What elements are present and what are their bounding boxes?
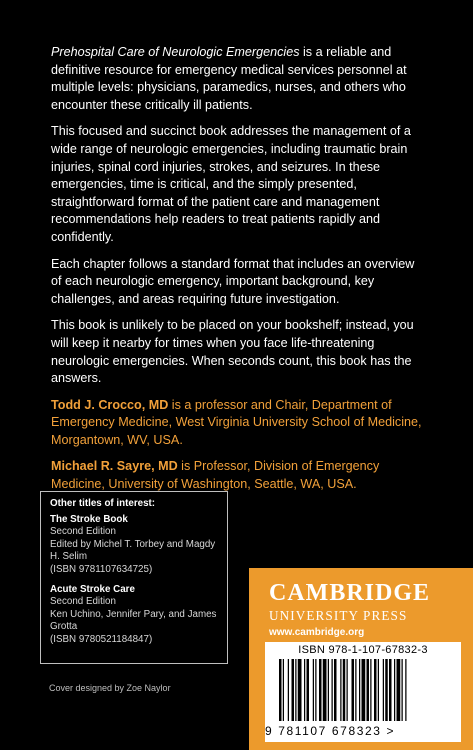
barcode-bar bbox=[307, 659, 310, 721]
blurb-text: is a reliable and definitive resource for emergency medical services personnel at multiple levels: physicians, paramedics, nurses, and others who encounter these critically ill patients. bbox=[51, 45, 407, 112]
barcode-bar bbox=[378, 659, 379, 721]
barcode-bar bbox=[334, 659, 337, 721]
barcode-bar bbox=[279, 659, 282, 721]
barcode-bar bbox=[332, 659, 333, 721]
barcode-bar bbox=[313, 659, 314, 721]
publisher-panel bbox=[249, 568, 473, 750]
book-title: Prehospital Care of Neurologic Emergencies bbox=[51, 45, 300, 59]
author-bio-1 bbox=[51, 397, 423, 450]
blurb-paragraph-2: This focused and succinct book addresses the management of a wide range of neurologic emergencies, including traumatic brain injuries, spinal cord injuries, strokes, and seizures. In these emergencies, time is critical, and the simply presented, straightforward format of the patient care and management recommendations help readers to treat patients rapidly and confidently. bbox=[51, 124, 411, 244]
barcode-bar bbox=[288, 659, 289, 721]
barcode-bar bbox=[319, 659, 322, 721]
barcode-bar bbox=[355, 659, 356, 721]
barcode-bar bbox=[328, 659, 329, 721]
barcode-number: 9 781107 678323 > bbox=[265, 724, 396, 738]
barcode-bar bbox=[362, 659, 366, 721]
author-name: Todd J. Crocco, MD bbox=[51, 397, 169, 412]
other-title-edition: Second Edition bbox=[50, 596, 116, 608]
isbn-label: ISBN 978-1-107-67832-3 bbox=[298, 644, 428, 656]
cover-credit: Cover designed by Zoe Naylor bbox=[49, 683, 171, 693]
barcode-bar bbox=[402, 659, 403, 721]
other-title-name: Acute Stroke Care bbox=[50, 583, 135, 595]
barcode-bar bbox=[374, 659, 377, 721]
publisher-logo-line2: UNIVERSITY PRESS bbox=[269, 608, 408, 623]
barcode-bar bbox=[340, 659, 341, 721]
back-cover-blurb bbox=[51, 44, 423, 503]
author-bio-text: is a professor and Chair, Department of Emergency Medicine, West Virginia University School of Medicine, Morgantown, WV, USA. bbox=[51, 397, 422, 447]
barcode-bar bbox=[397, 659, 401, 721]
barcode-bar bbox=[283, 659, 284, 721]
barcode-bar bbox=[323, 659, 327, 721]
barcode-bar bbox=[298, 659, 302, 721]
blurb-paragraph-4: This book is unlikely to be placed on your bookshelf; instead, you will keep it nearby for times when you face life-threatening neurologic emergencies. When seconds count, this book has the answers. bbox=[51, 318, 414, 386]
barcode-icon bbox=[273, 659, 453, 721]
author-bio-text: is Professor, Division of Emergency Medicine, University of Washington, Seattle, WA, USA. bbox=[51, 459, 380, 492]
other-title-name: The Stroke Book bbox=[50, 513, 128, 525]
publisher-logo-line1: CAMBRIDGE bbox=[269, 580, 431, 606]
other-title-editors: Ken Uchino, Jennifer Pary, and James Grotta bbox=[50, 608, 217, 633]
barcode-box bbox=[265, 642, 461, 742]
other-titles-heading: Other titles of interest: bbox=[50, 498, 156, 509]
other-title-isbn: (ISBN 9781107634725) bbox=[50, 563, 153, 575]
publisher-url[interactable]: www.cambridge.org bbox=[269, 627, 365, 638]
other-title-item bbox=[50, 514, 219, 577]
barcode-bar bbox=[405, 659, 406, 721]
other-title-edition: Second Edition bbox=[50, 526, 116, 538]
barcode-bar bbox=[315, 659, 316, 721]
barcode-bar bbox=[367, 659, 370, 721]
barcode-bar bbox=[385, 659, 388, 721]
blurb-paragraph-1 bbox=[51, 44, 423, 114]
barcode-bar bbox=[343, 659, 346, 721]
barcode-bar bbox=[370, 659, 371, 721]
barcode-bar bbox=[359, 659, 360, 721]
barcode-bar bbox=[347, 659, 348, 721]
author-name: Michael R. Sayre, MD bbox=[51, 459, 178, 474]
other-title-item bbox=[50, 584, 219, 647]
author-bio-2 bbox=[51, 458, 423, 493]
other-titles-box bbox=[40, 491, 228, 664]
barcode-bar bbox=[352, 659, 355, 721]
barcode-bar bbox=[304, 659, 305, 721]
barcode-bar bbox=[394, 659, 395, 721]
blurb-paragraph-3: Each chapter follows a standard format that includes an overview of each neurologic emergency, important background, key challenges, and areas requiring future investigation. bbox=[51, 256, 415, 306]
barcode-bar bbox=[383, 659, 384, 721]
other-title-isbn: (ISBN 9780521184847) bbox=[50, 633, 153, 645]
other-title-editors: Edited by Michel T. Torbey and Magdy H. Selim bbox=[50, 538, 216, 563]
barcode-bar bbox=[292, 659, 295, 721]
barcode-bar bbox=[295, 659, 296, 721]
barcode-bar bbox=[389, 659, 392, 721]
